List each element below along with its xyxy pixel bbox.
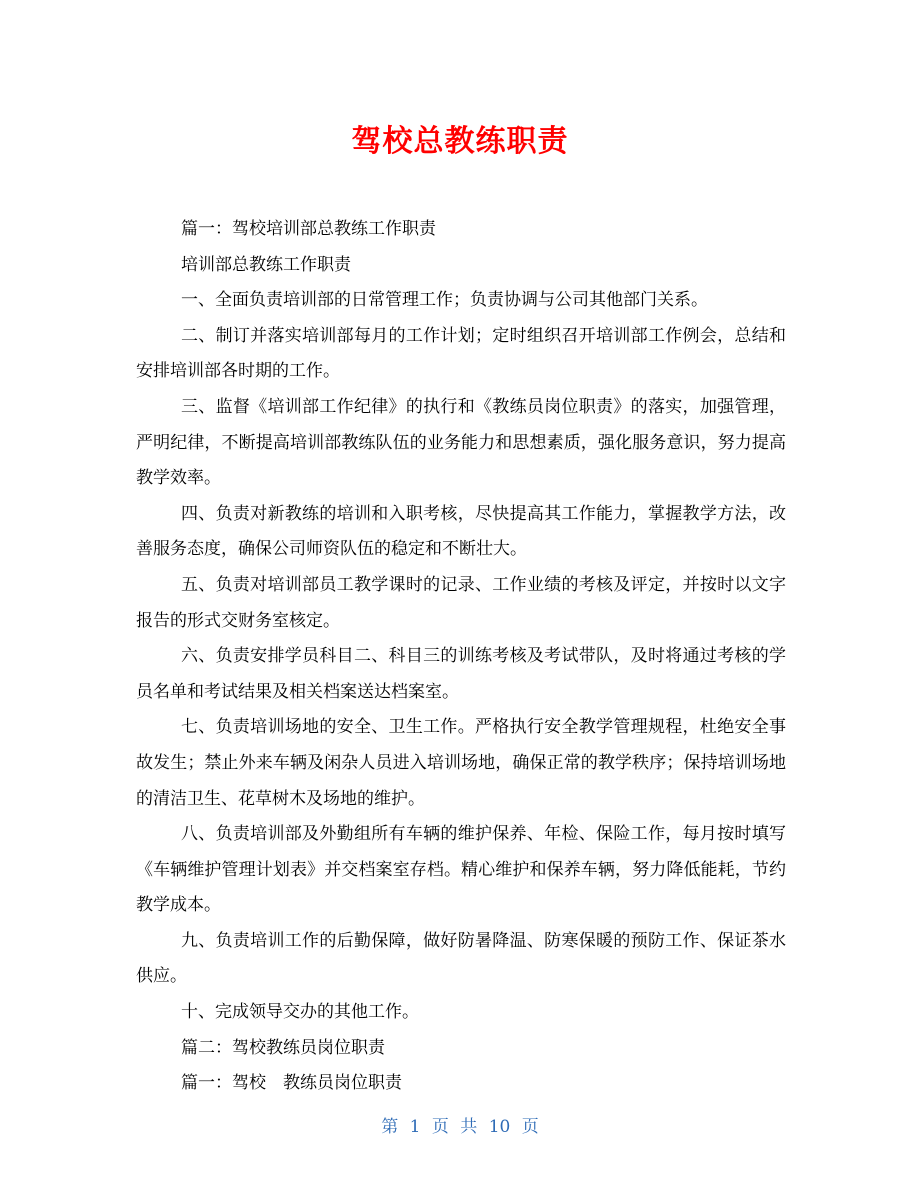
page-number-footer: 第 1 页 共 10 页 [381, 1117, 539, 1137]
document-title: 驾校总教练职责 [351, 124, 569, 159]
paragraph: 篇二：驾校教练员岗位职责 [181, 1037, 385, 1058]
document-body [136, 212, 786, 1102]
paragraph: 篇一：驾校培训部总教练工作职责 [181, 219, 436, 239]
paragraph: 四、负责对新教练的培训和入职考核，尽快提高其工作能力，掌握教学方法，改善服务态度，确保公司师资队伍的稳定和不断壮大。 [136, 503, 786, 560]
paragraph: 培训部总教练工作职责 [181, 254, 351, 275]
paragraph: 一、全面负责培训部的日常管理工作；负责协调与公司其他部门关系。 [181, 290, 708, 311]
paragraph: 八、负责培训部及外勤组所有车辆的维护保养、年检、保险工作，每月按时填写《车辆维护管理计划表》并交档案室存档。精心维护和保养车辆，努力降低能耗，节约教学成本。 [136, 824, 786, 916]
paragraph: 五、负责对培训部员工教学课时的记录、工作业绩的考核及评定，并按时以文字报告的形式交财务室核定。 [136, 574, 786, 631]
paragraph: 九、负责培训工作的后勤保障，做好防暑降温、防寒保暖的预防工作、保证茶水供应。 [136, 930, 786, 987]
paragraph: 七、负责培训场地的安全、卫生工作。严格执行安全教学管理规程，杜绝安全事故发生；禁止外来车辆及闲杂人员进入培训场地，确保正常的教学秩序；保持培训场地的清洁卫生、花草树木及场地的维护。 [136, 717, 786, 809]
paragraph: 二、制订并落实培训部每月的工作计划；定时组织召开培训部工作例会，总结和安排培训部各时期的工作。 [136, 325, 786, 382]
paragraph: 篇一：驾校 教练员岗位职责 [181, 1073, 402, 1094]
paragraph: 十、完成领导交办的其他工作。 [181, 1002, 419, 1023]
paragraph: 六、负责安排学员科目二、科目三的训练考核及考试带队，及时将通过考核的学员名单和考试结果及相关档案送达档案室。 [136, 646, 786, 702]
paragraph: 三、监督《培训部工作纪律》的执行和《教练员岗位职责》的落实，加强管理，严明纪律，不断提高培训部教练队伍的业务能力和思想素质，强化服务意识，努力提高教学效率。 [136, 396, 786, 489]
